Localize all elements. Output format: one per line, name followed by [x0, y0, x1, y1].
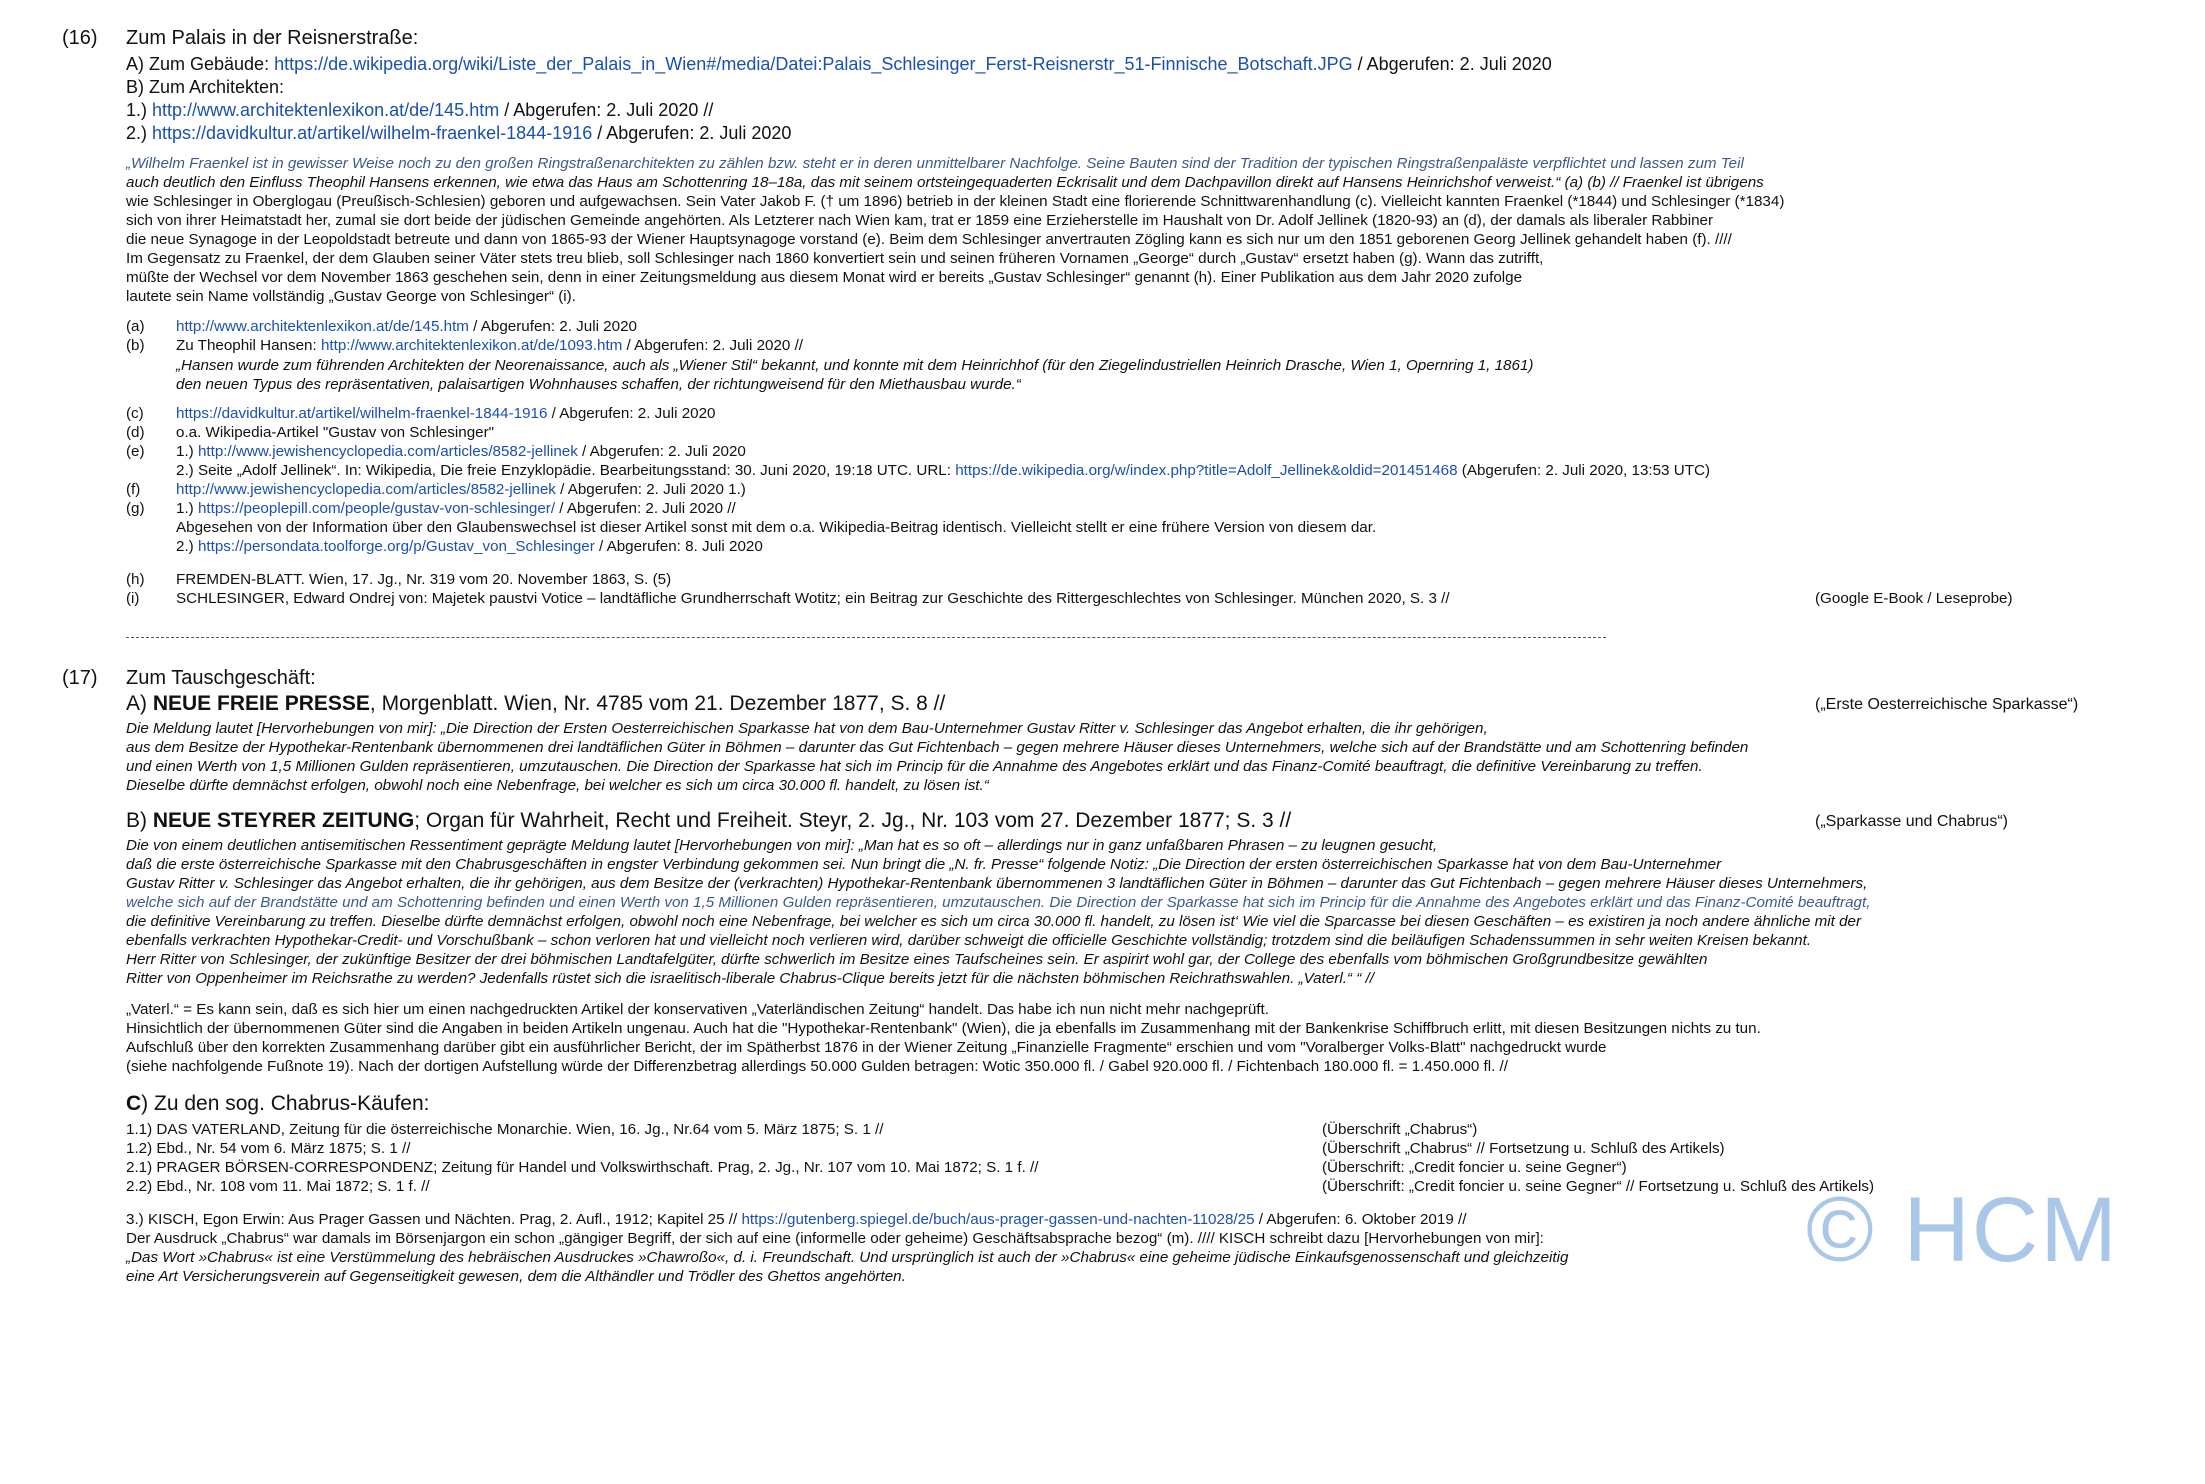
- para-line-7: müßte der Wechsel vor dem November 1863 geschehen sein, denn in einer Zeitungsmeldung aus diesem Monat wird er bereits „Gustav Schlesinger“ genannt (h). Einer Publikation aus dem Jahr 2020 zufolge: [126, 269, 1523, 286]
- para-line-5: die neue Synagoge in der Leopoldstadt betreute und dann von 1865-93 der Wiener Hauptsynagoge vorstand (e). Beim dem Schlesinger anvertrauten Zögling kann es sich nur um den 1851 geborenen Georg Jellinek gehandelt haben (f). ////: [126, 231, 1732, 248]
- copyright-watermark: © HCM: [1806, 1179, 2119, 1281]
- c-note-3: (Überschrift: „Credit foncier u. seine Gegner“): [1322, 1159, 1627, 1176]
- footnote-16-title: Zum Palais in der Reisnerstraße:: [126, 27, 419, 49]
- a-line-2: aus dem Besitze der Hypothekar-Rentenbank übernommenen drei landtäflichen Güter in Böhmen – darunter das Gut Fichtenbach – gegen mehrere Häuser dieses Unternehmers, welche sich auf der Brandstätte und am Schottenring befinden: [126, 739, 1749, 756]
- ref-g-2: 2.) https://persondata.toolforge.org/p/Gustav_von_Schlesinger / Abgerufen: 8. Juli 2020: [176, 538, 763, 555]
- section-divider: [126, 637, 1606, 638]
- c-row-3: 2.1) PRAGER BÖRSEN-CORRESPONDENZ; Zeitung für Handel und Volkswirthschaft. Prag, 2. Jg., Nr. 107 vom 10. Mai 1872; S. 1 f. //: [126, 1159, 1039, 1176]
- footnote-number-16: (16): [62, 27, 98, 49]
- section-c-list: [126, 1120, 1038, 1196]
- ref-b: (b) Zu Theophil Hansen: http://www.architektenlexikon.at/de/1093.htm / Abgerufen: 2. Juli 2020 //: [126, 337, 804, 354]
- para-line-1: „Wilhelm Fraenkel ist in gewisser Weise noch zu den großen Ringstraßenarchitekten zu zählen bzw. steht er in deren unmittelbarer Nachfolge. Seine Bauten sind der Tradition der typischen Ringstraßenpaläste verpflichtet und lassen zum Teil: [126, 155, 1744, 172]
- c-row-1: 1.1) DAS VATERLAND, Zeitung für die österreichische Monarchie. Wien, 16. Jg., Nr.64 vom 5. März 1875; S. 1 //: [126, 1121, 884, 1138]
- section-b-heading: B) NEUE STEYRER ZEITUNG; Organ für Wahrheit, Recht und Freiheit. Steyr, 2. Jg., Nr. 103 vom 27. Dezember 1877; S. 3 //: [126, 809, 1292, 832]
- architect-link-1[interactable]: http://www.architektenlexikon.at/de/145.htm: [152, 100, 500, 120]
- c-note-4: (Überschrift: „Credit foncier u. seine Gegner“ // Fortsetzung u. Schluß des Artikels): [1322, 1178, 1875, 1195]
- section-a-note: („Erste Oesterreichische Sparkasse“): [1815, 696, 2079, 713]
- ref-g-note: Abgesehen von der Information über den Glaubenswechsel ist dieser Artikel sonst mit dem o.a. Wikipedia-Beitrag identisch. Vielleicht stellt er eine frühere Version von diesem dar.: [176, 519, 1377, 536]
- footnote-number-17: (17): [62, 667, 98, 689]
- section-c-heading: C) Zu den sog. Chabrus-Käufen:: [126, 1092, 430, 1115]
- ref-a-link[interactable]: http://www.architektenlexikon.at/de/145.htm: [176, 318, 469, 335]
- para-line-6: Im Gegensatz zu Fraenkel, der dem Glauben seiner Väter stets treu blieb, soll Schlesinger nach 1860 konvertiert sein und seinen früheren Vornamen „George“ durch „Gustav“ ersetzt haben (g). Wann das zutrifft,: [126, 250, 1544, 267]
- fraenkel-paragraph: [126, 154, 1784, 306]
- c3-line-1: 3.) KISCH, Egon Erwin: Aus Prager Gassen und Nächten. Prag, 2. Aufl., 1912; Kapitel 25 // https://gutenberg.spiegel.de/buch/aus-prager-gassen-und-nachten-11028/25 / Abgerufen: 6. Oktober 2019 //: [126, 1211, 1467, 1228]
- c3-line-3: „Das Wort »Chabrus« ist eine Verstümmelung des hebräischen Ausdruckes »Chawroßo«, d. i. Freundschaft. Und ursprünglich ist auch der »Chabrus« eine geheime jüdische Einkaufsgenossenschaft und gleichzeitig: [126, 1249, 1569, 1266]
- c3-line-2: Der Ausdruck „Chabrus“ war damals im Börsenjargon ein schon „gängiger Begriff, der sich auf eine (informelle oder geheime) Geschäftsabsprache bezog“ (m). //// KISCH schreibt dazu [Hervorhebungen von mir]:: [126, 1230, 1544, 1247]
- ref-b-quote-1: „Hansen wurde zum führenden Architekten der Neorenaissance, auch als „Wiener Stil“ bekannt, und konnte mit dem Heinrichhof (für den Ziegelindustriellen Heinrich Drasche, Wien 1, Opernring 1, 1861): [176, 357, 1534, 374]
- b-note-4: (siehe nachfolgende Fußnote 19). Nach der dortigen Aufstellung würde der Differenzbetrag allerdings 50.000 Gulden betragen: Wotic 350.000 fl. / Gabel 920.000 fl. / Fichtenbach 180.000 fl. = 1.450.000 fl. //: [126, 1058, 1508, 1075]
- b-line-4: welche sich auf der Brandstätte und am Schottenring befinden und einen Werth von 1,5 Millionen Gulden repräsentieren, umzutauschen. Die Direction der Sparkasse hat sich im Princip für die Annahme des Angebotes erklärt und das Finanz-Comité beauftragt,: [126, 894, 1871, 911]
- architect-link-2[interactable]: https://davidkultur.at/artikel/wilhelm-fraenkel-1844-1916: [152, 123, 593, 143]
- ref-e-1: (e) 1.) http://www.jewishencyclopedia.com/articles/8582-jellinek / Abgerufen: 2. Juli 2020: [126, 443, 746, 460]
- ref-e-2: 2.) Seite „Adolf Jellinek“. In: Wikipedia, Die freie Enzyklopädie. Bearbeitungsstand: 30. Juni 2020, 19:18 UTC. URL: https://de.wikipedia.org/w/index.php?title=Adolf_Jellinek&oldid=201451468 (Abgerufen: 2. Juli 2020, 13:53 UTC): [176, 462, 1710, 479]
- b-line-8: Ritter von Oppenheimer im Reichsrathe zu werden? Jedenfalls rüstet sich die israelitisch-liberale Chabrus-Clique bereits jetzt für die nächsten böhmischen Reichrathswahlen. „Vaterl.“ “ //: [126, 970, 1374, 987]
- b-line-5: die definitive Vereinbarung zu treffen. Dieselbe dürfte demnächst erfolgen, obwohl noch eine Nebenfrage, bei welcher es sich um circa 30.000 fl. handelt, zu lösen ist‘ Wie viel die Sparcasse bei diesen Geschäften – es existiren ja noch andere ähnliche mit der: [126, 913, 1862, 930]
- b-note-1: „Vaterl.“ = Es kann sein, daß es sich hier um einen nachgedruckten Artikel der konservativen „Vaterländischen Zeitung“ handelt. Das habe ich nun nicht mehr nachgeprüft.: [126, 1001, 1269, 1018]
- para-line-3: wie Schlesinger in Oberglogau (Preußisch-Schlesien) geboren und aufgewachsen. Sein Vater Jakob F. († um 1896) betrieb in der kleinen Stadt eine florierende Schnittwarenhandlung (c). Vielleicht kannten Fraenkel (*1844) und Schlesinger (*1834): [126, 193, 1785, 210]
- b-line-2: daß die erste österreichische Sparkasse mit den Chabrusgeschäften in engster Verbindung gekommen sei. Nun bringt die „N. fr. Presse“ folgende Notiz: „Die Direction der ersten österreichischen Sparkasse hat von dem Bau-Unternehmer: [126, 856, 1722, 873]
- architect-line-2: 2.) https://davidkultur.at/artikel/wilhelm-fraenkel-1844-1916 / Abgerufen: 2. Juli 2020: [126, 123, 792, 143]
- architect-line-1: 1.) http://www.architektenlexikon.at/de/145.htm / Abgerufen: 2. Juli 2020 //: [126, 100, 714, 120]
- c-row-4: 2.2) Ebd., Nr. 108 vom 11. Mai 1872; S. 1 f. //: [126, 1178, 430, 1195]
- ref-g-1: (g) 1.) https://peoplepill.com/people/gustav-von-schlesinger/ / Abgerufen: 2. Juli 2020 //: [126, 500, 736, 517]
- a-line-4: Dieselbe dürfte demnächst erfolgen, obwohl noch eine Nebenfrage, bei welcher es sich um circa 30.000 fl. handelt, zu lösen ist.“: [126, 777, 989, 794]
- ref-g2-link[interactable]: https://persondata.toolforge.org/p/Gustav_von_Schlesinger: [197, 538, 595, 555]
- section-b-note: („Sparkasse und Chabrus“): [1815, 813, 2008, 830]
- building-line: A) Zum Gebäude: https://de.wikipedia.org/wiki/Liste_der_Palais_in_Wien#/media/Datei:Palais_Schlesinger_Ferst-Reisnerstr_51-Finnische_Botschaft.JPG / Abgerufen: 2. Juli 2020: [126, 54, 1552, 74]
- b-line-7: Herr Ritter von Schlesinger, der zukünftige Besitzer der drei böhmischen Landtafelgüter, dürfte schwerlich im Besitze eines Taufscheines sein. Er aspirirt wohl gar, der College des ebenfalls vom böhmischen Großgrundbesitze gewählten: [126, 951, 1708, 968]
- section-b-quote: [126, 836, 1870, 988]
- kisch-link[interactable]: https://gutenberg.spiegel.de/buch/aus-prager-gassen-und-nachten-11028/25: [741, 1211, 1255, 1228]
- ref-c: (c) https://davidkultur.at/artikel/wilhelm-fraenkel-1844-1916 / Abgerufen: 2. Juli 2020: [126, 405, 716, 422]
- ref-e2-link[interactable]: https://de.wikipedia.org/w/index.php?title=Adolf_Jellinek&oldid=201451468: [955, 462, 1458, 479]
- c-row-2: 1.2) Ebd., Nr. 54 vom 6. März 1875; S. 1 //: [126, 1140, 411, 1157]
- building-link[interactable]: https://de.wikipedia.org/wiki/Liste_der_Palais_in_Wien#/media/Datei:Palais_Schlesinger_Ferst-Reisnerstr_51-Finnische_Botschaft.JPG: [274, 54, 1353, 74]
- section-b-notes: [126, 1000, 1761, 1076]
- ref-i: (i) SCHLESINGER, Edward Ondrej von: Majetek paustvi Votice – landtäfliche Grundherrschaft Wotitz; ein Beitrag zur Geschichte des Rittergeschlechtes von Schlesinger. München 2020, S. 3 //: [126, 590, 1450, 607]
- ref-e1-link[interactable]: http://www.jewishencyclopedia.com/articles/8582-jellinek: [197, 443, 578, 460]
- para-line-8: lautete sein Name vollständig „Gustav George von Schlesinger“ (i).: [126, 288, 576, 305]
- b-line-1: Die von einem deutlichen antisemitischen Ressentiment geprägte Meldung lautet [Hervorhebungen von mir]: „Man hat es so oft – allerdings nur in ganz unfaßbaren Phrasen – zu leugnen gesucht,: [126, 837, 1438, 854]
- section-c3: [126, 1210, 1568, 1286]
- ref-a: (a) http://www.architektenlexikon.at/de/145.htm / Abgerufen: 2. Juli 2020: [126, 318, 637, 335]
- footnote-17-title: Zum Tauschgeschäft:: [126, 667, 316, 689]
- a-line-3: und einen Werth von 1,5 Millionen Gulden repräsentieren, umzutauschen. Die Direction der Sparkasse hat sich im Princip für die Annahme des Angebotes erklärt und das Finanz-Comité beauftragt, die definitive Vereinbarung zu treffen.: [126, 758, 1703, 775]
- b-note-3: Aufschluß über den korrekten Zusammenhang darüber gibt ein ausführlicher Bericht, der im Spätherbst 1876 in der Wiener Zeitung „Finanzielle Fragmente“ erschien und vom "Voralberger Volks-Blatt" nachgedruckt wurde: [126, 1039, 1607, 1056]
- c-note-1: (Überschrift „Chabrus“): [1322, 1121, 1478, 1138]
- ref-f: (f) http://www.jewishencyclopedia.com/articles/8582-jellinek / Abgerufen: 2. Juli 2020 1.): [126, 481, 746, 498]
- para-line-4: sich von ihrer Heimatstadt her, zumal sie dort beide der jüdischen Gemeinde angehörten. Als Letzterer nach Wien kam, trat er 1859 eine Erzieherstelle im Haushalt von Dr. Adolf Jellinek (1820-93) an (d), der damals als liberaler Rabbiner: [126, 212, 1714, 229]
- section-a-heading: A) NEUE FREIE PRESSE, Morgenblatt. Wien, Nr. 4785 vom 21. Dezember 1877, S. 8 //: [126, 692, 946, 715]
- ref-b-link[interactable]: http://www.architektenlexikon.at/de/1093.htm: [320, 337, 623, 354]
- ref-h: (h) FREMDEN-BLATT. Wien, 17. Jg., Nr. 319 vom 20. November 1863, S. (5): [126, 571, 672, 588]
- ref-g1-link[interactable]: https://peoplepill.com/people/gustav-von-schlesinger/: [197, 500, 556, 517]
- section-a-quote: [126, 719, 1748, 795]
- ref-c-link[interactable]: https://davidkultur.at/artikel/wilhelm-fraenkel-1844-1916: [176, 405, 548, 422]
- para-line-2: auch deutlich den Einfluss Theophil Hansens erkennen, wie etwa das Haus am Schottenring 18–18a, das mit seinem ortsteingequaderten Eckrisalit und dem Dachpavillon direkt auf Hansens Heinrichshof verweist.“ (a) (b) // Fraenkel ist übrigens: [126, 174, 1764, 191]
- architect-heading: B) Zum Architekten:: [126, 77, 285, 97]
- ref-b-quote-2: den neuen Typus des repräsentativen, palaisartigen Wohnhauses schaffen, der richtungweisend für den Miethausbau wurde.“: [176, 376, 1021, 393]
- ref-f-link[interactable]: http://www.jewishencyclopedia.com/articles/8582-jellinek: [176, 481, 556, 498]
- b-note-2: Hinsichtlich der übernommenen Güter sind die Angaben in beiden Artikeln ungenau. Auch hat die "Hypothekar-Rentenbank" (Wien), die ja ebenfalls im Zusammenhang mit der Bankenkrise Schiffbruch erlitt, mit diesen Besitzungen nichts zu tun.: [126, 1020, 1761, 1037]
- b-line-3: Gustav Ritter v. Schlesinger das Angebot erhalten, die ihr gehörigen, aus dem Besitze der (verkrachten) Hypothekar-Rentenbank übernommenen 3 landtäflichen Güter in Böhmen – darunter das Gut Fichtenbach – gegen mehrere Häuser dieses Unternehmers,: [126, 875, 1868, 892]
- c3-line-4: eine Art Versicherungsverein auf Gegenseitigkeit gewesen, dem die Althändler und Trödler des Ghettos angehörten.: [126, 1268, 906, 1285]
- a-line-1: Die Meldung lautet [Hervorhebungen von mir]: „Die Direction der Ersten Oesterreichischen Sparkasse hat von dem Bau-Unternehmer Gustav Ritter v. Schlesinger das Angebot erhalten, die ihr gehörigen,: [126, 720, 1488, 737]
- ref-d: (d) o.a. Wikipedia-Artikel "Gustav von Schlesinger": [126, 424, 495, 441]
- b-line-6: ebenfalls verkrachten Hypothekar-Credit- und Vorschußbank – schon verloren hat und vielleicht noch verlieren wird, darüber schweigt die officielle Geschichte vollständig; trotzdem sind die beiläufigen Schadenssummen in sehr weiten Kreisen bekannt.: [126, 932, 1812, 949]
- c-note-2: (Überschrift „Chabrus“ // Fortsetzung u. Schluß des Artikels): [1322, 1140, 1725, 1157]
- section-c-notes: [1322, 1120, 1874, 1196]
- ref-i-note: (Google E-Book / Leseprobe): [1815, 590, 2013, 607]
